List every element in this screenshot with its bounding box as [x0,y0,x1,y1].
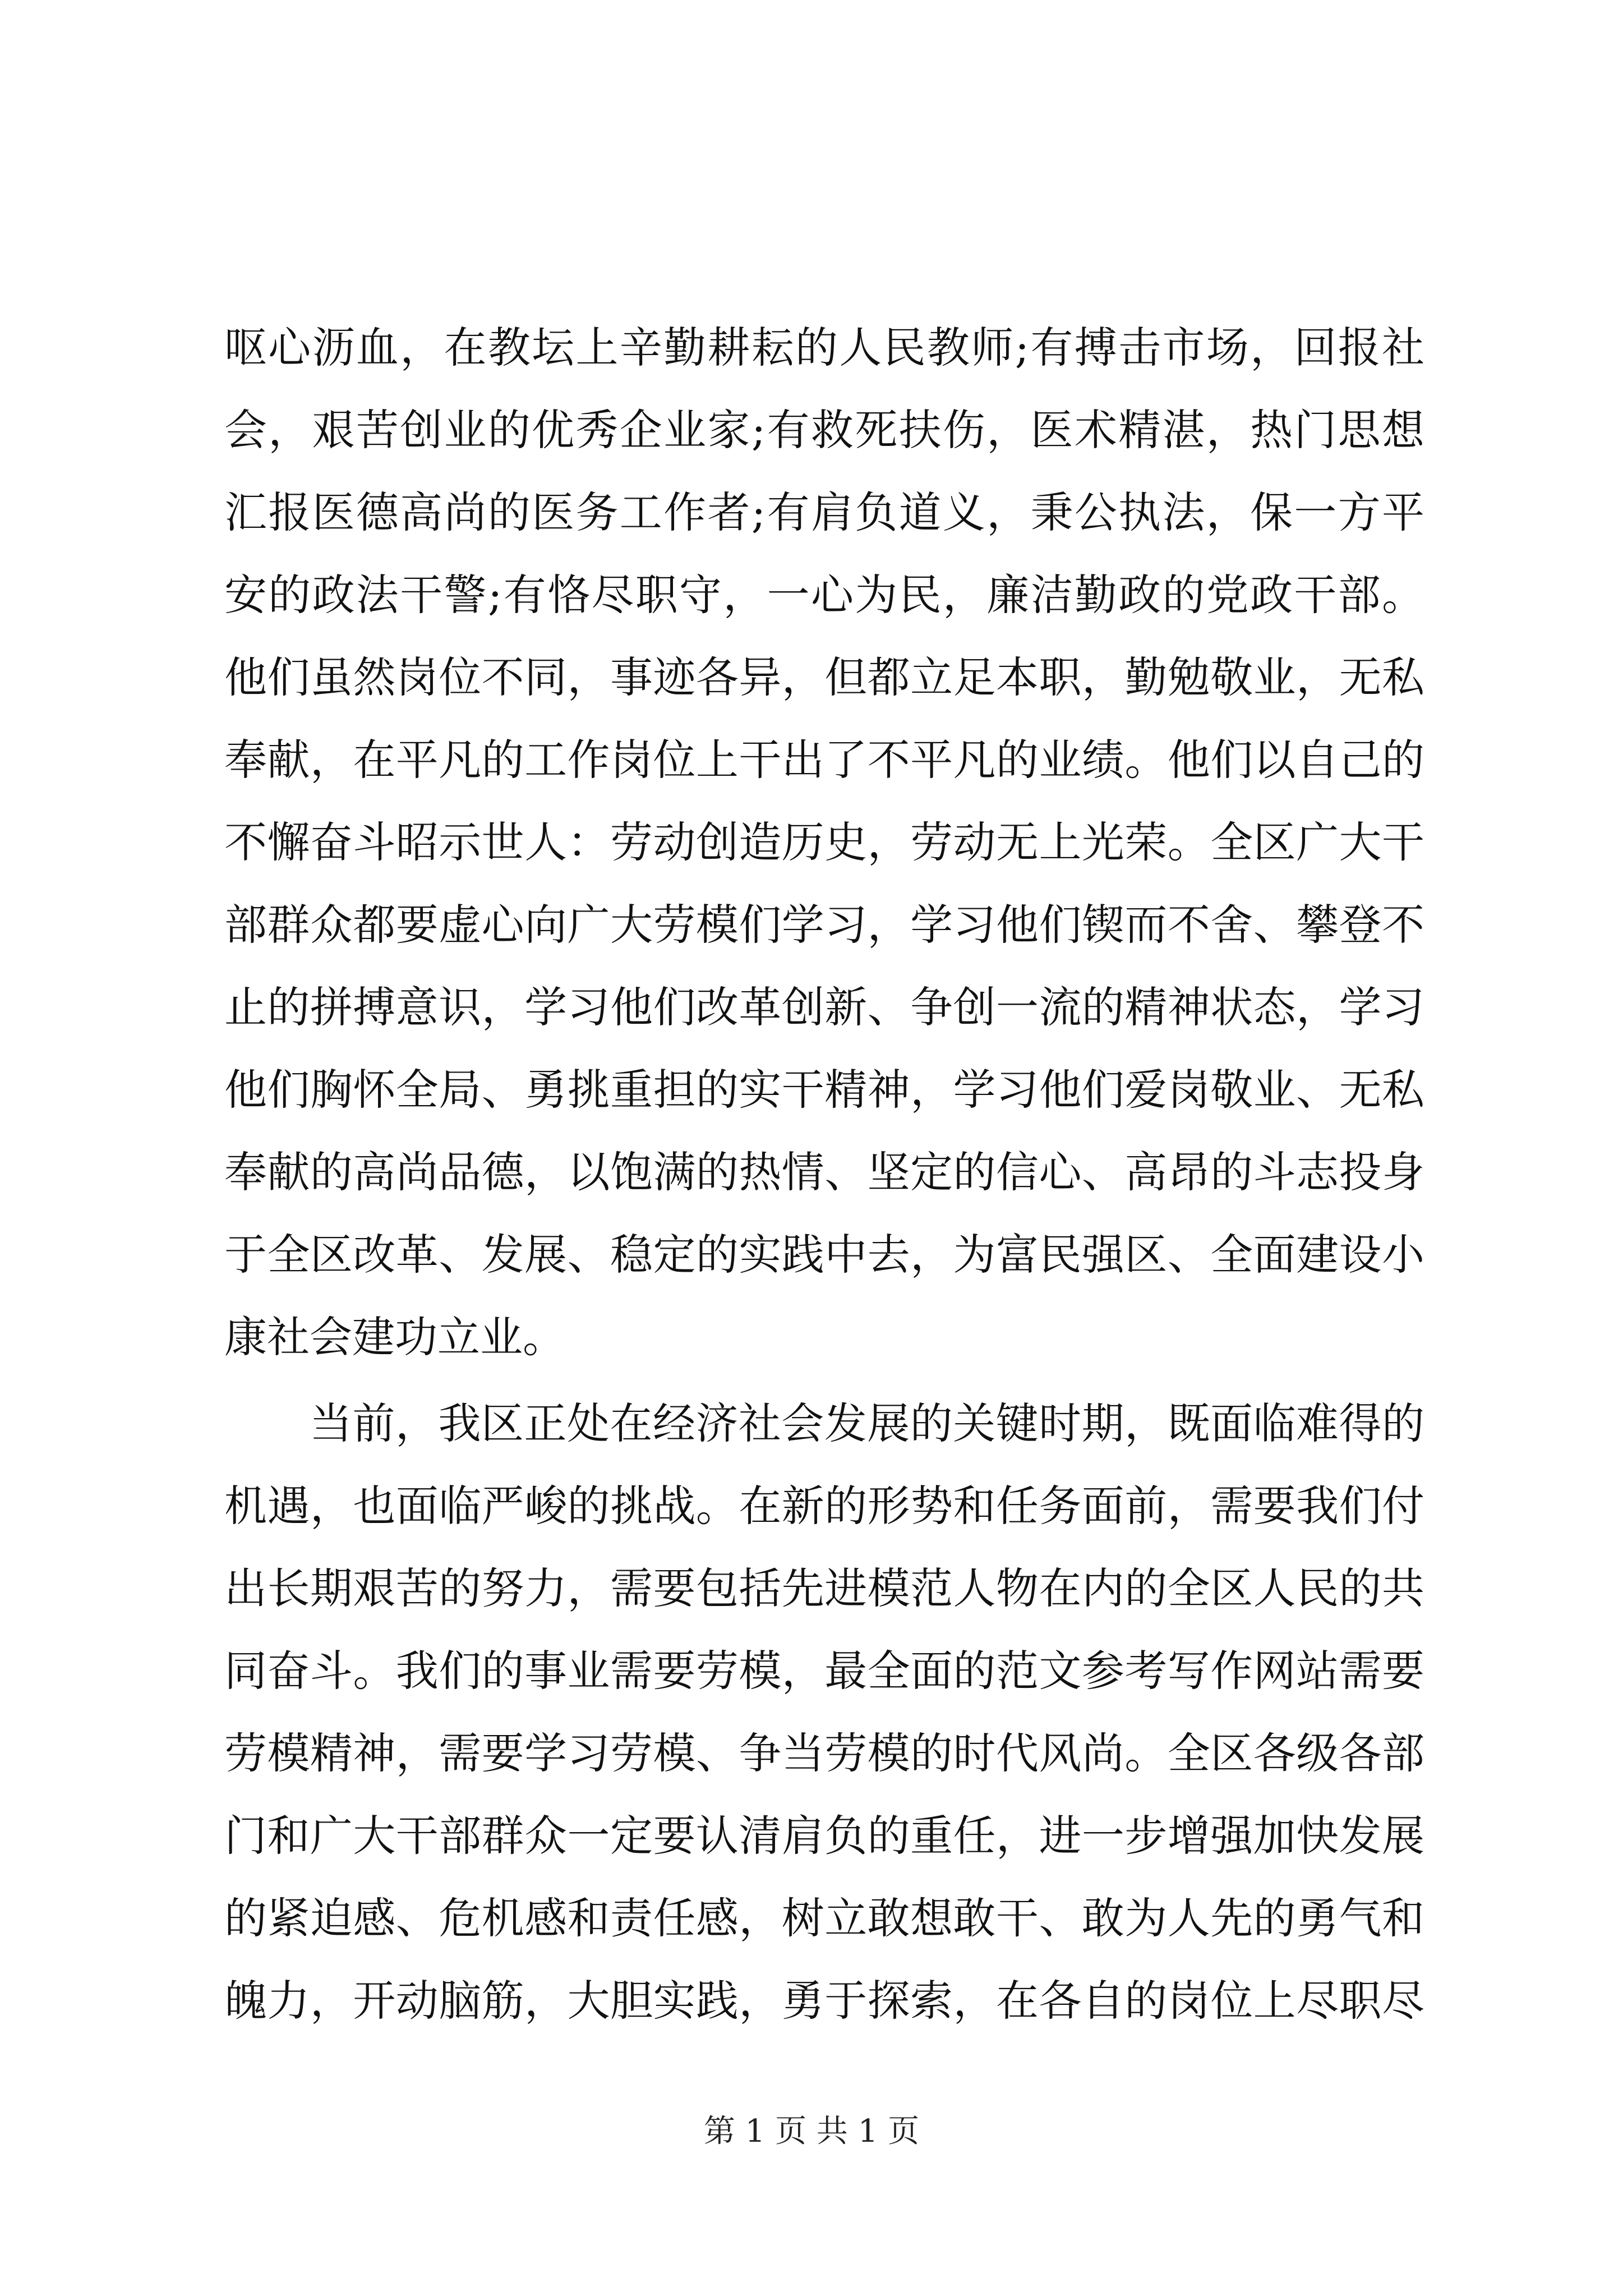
text-line: 不懈奋斗昭示世人：劳动创造历史，劳动无上光荣。全区广大干 [224,817,1424,867]
text-line: 他们虽然岗位不同，事迹各异，但都立足本职，勤勉敬业，无私 [224,652,1424,702]
text-line: 同奋斗。我们的事业需要劳模，最全面的范文参考写作网站需要 [224,1646,1424,1696]
text-line: 魄力，开动脑筋，大胆实践，勇于探索，在各自的岗位上尽职尽 [224,1976,1424,2026]
text-line: 康社会建功立业。 [224,1312,565,1362]
text-line: 奉献，在平凡的工作岗位上干出了不平凡的业绩。他们以自己的 [224,735,1424,785]
text-line: 呕心沥血，在教坛上辛勤耕耘的人民教师;有搏击市场，回报社 [224,323,1424,372]
text-line: 会，艰苦创业的优秀企业家;有救死扶伤，医术精湛，热门思想 [224,405,1424,455]
text-line: 奉献的高尚品德，以饱满的热情、坚定的信心、高昂的斗志投身 [224,1147,1424,1197]
text-line: 的紧迫感、危机感和责任感，树立敢想敢干、敢为人先的勇气和 [224,1893,1424,1943]
text-line: 安的政法干警;有恪尽职守，一心为民，廉洁勤政的党政干部。 [224,570,1424,620]
text-line: 部群众都要虚心向广大劳模们学习，学习他们锲而不舍、攀登不 [224,900,1424,950]
text-line: 机遇，也面临严峻的挑战。在新的形势和任务面前，需要我们付 [224,1481,1424,1531]
text-line: 出长期艰苦的努力，需要包括先进模范人物在内的全区人民的共 [224,1563,1424,1613]
paragraph-first-line: 当前，我区正处在经济社会发展的关键时期，既面临难得的 [310,1398,1424,1448]
text-line: 他们胸怀全局、勇挑重担的实干精神，学习他们爱岗敬业、无私 [224,1065,1424,1115]
text-line: 门和广大干部群众一定要认清肩负的重任，进一步增强加快发展 [224,1811,1424,1861]
text-line: 汇报医德高尚的医务工作者;有肩负道义，秉公执法，保一方平 [224,487,1424,537]
text-line: 止的拼搏意识，学习他们改革创新、争创一流的精神状态，学习 [224,982,1424,1032]
text-line: 于全区改革、发展、稳定的实践中去，为富民强区、全面建设小 [224,1230,1424,1280]
text-line: 劳模精神，需要学习劳模、争当劳模的时代风尚。全区各级各部 [224,1728,1424,1778]
page-footer: 第 1 页 共 1 页 [703,2113,920,2150]
